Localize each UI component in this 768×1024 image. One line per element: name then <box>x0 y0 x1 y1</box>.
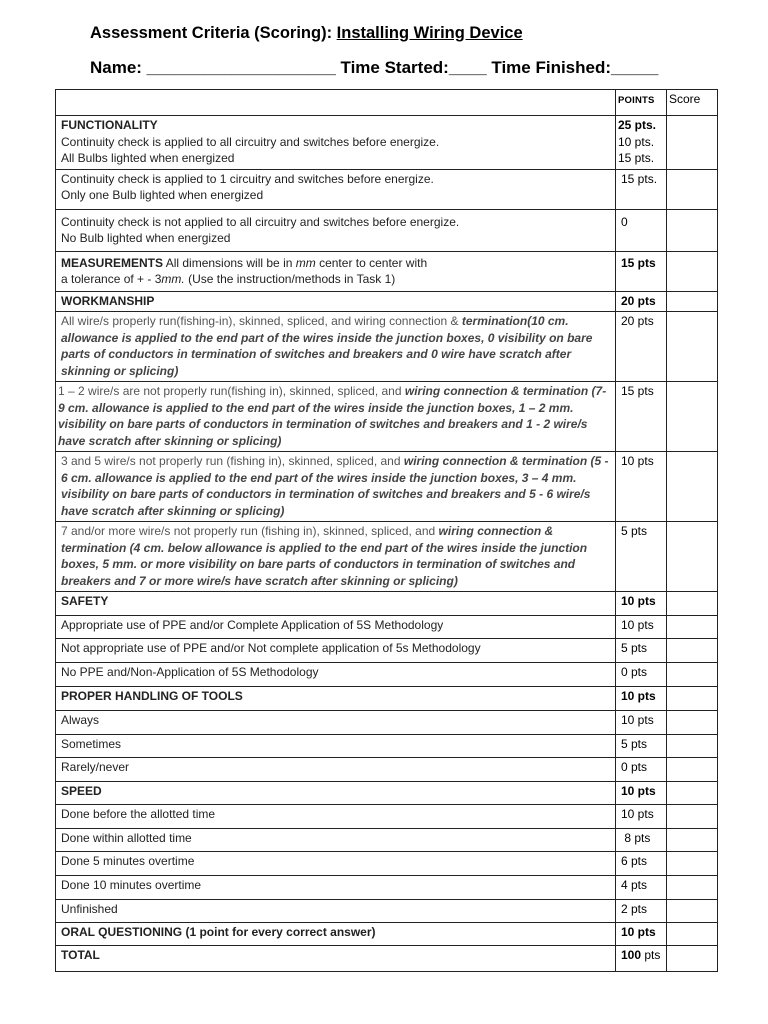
points-value: 15 pts <box>616 382 667 452</box>
table-header-row <box>56 90 718 116</box>
table-row <box>56 251 718 291</box>
score-cell[interactable] <box>667 312 718 382</box>
points-value: 10 pts <box>616 923 667 946</box>
criteria-line: Continuity check is not applied to all circuitry and switches before energize. <box>61 214 460 229</box>
points-value: 15 pts. <box>618 151 655 165</box>
score-cell[interactable] <box>667 663 718 687</box>
points-value: 2 pts <box>616 900 667 923</box>
table-row <box>56 169 718 209</box>
points-cell <box>616 169 667 209</box>
table-row <box>56 592 718 616</box>
score-column-header: Score <box>669 92 701 106</box>
section-heading: PROPER HANDLING OF TOOLS <box>56 687 616 711</box>
criteria-detail: wiring connection & termination (7-9 cm. allowance is applied to the end part of the wires inside the junction boxes, 1 – 2 mm. visibility on bare parts of conductors in termination of switches and breakers and 1 - 2 wire/s have scratch after skinning or splicing) <box>58 384 607 448</box>
criteria-text: Not appropriate use of PPE and/or Not complete application of 5s Methodology <box>56 639 616 663</box>
criteria-cell <box>56 452 616 522</box>
measurements-text: center to center with <box>315 255 428 270</box>
total-label: TOTAL <box>56 946 616 972</box>
score-cell[interactable] <box>667 592 718 616</box>
points-value: 10 pts <box>616 452 667 522</box>
table-row <box>56 663 718 687</box>
section-heading: SAFETY <box>56 592 616 616</box>
table-row <box>56 876 718 900</box>
criteria-cell <box>56 251 616 291</box>
score-cell[interactable] <box>667 687 718 711</box>
points-value: 6 pts <box>616 852 667 876</box>
measurements-unit: mm <box>295 255 316 270</box>
score-cell[interactable] <box>667 169 718 209</box>
total-row <box>56 946 718 972</box>
criteria-line: No Bulb lighted when energized <box>61 231 231 245</box>
score-cell[interactable] <box>667 829 718 852</box>
measurements-heading: MEASUREMENTS <box>61 255 164 270</box>
score-cell[interactable] <box>667 291 718 312</box>
score-cell[interactable] <box>667 735 718 758</box>
criteria-text: Unfinished <box>56 900 616 923</box>
criteria-text: Appropriate use of PPE and/or Complete Application of 5S Methodology <box>56 616 616 639</box>
points-value: 5 pts <box>616 735 667 758</box>
points-value: 0 pts <box>616 663 667 687</box>
points-value: 10 pts <box>616 711 667 735</box>
table-row <box>56 522 718 592</box>
section-heading: SPEED <box>56 782 616 805</box>
total-points-unit: pts <box>641 948 661 962</box>
score-cell[interactable] <box>667 452 718 522</box>
points-value: 10 pts. <box>618 134 655 149</box>
criteria-cell <box>56 382 616 452</box>
table-row <box>56 616 718 639</box>
points-value: 10 pts <box>616 782 667 805</box>
points-value: 15 pts <box>621 255 656 270</box>
score-cell[interactable] <box>667 758 718 782</box>
criteria-line: Continuity check is applied to 1 circuitry and switches before energize. <box>61 171 434 186</box>
section-heading: WORKMANSHIP <box>56 291 616 312</box>
criteria-text: All wire/s properly run(fishing-in), skinned, spliced, and wiring connection & <box>61 314 462 328</box>
total-points-cell <box>616 946 667 972</box>
table-row <box>56 687 718 711</box>
criteria-text: 3 and 5 wire/s not properly run (fishing in), skinned, spliced, and <box>61 454 404 468</box>
table-row <box>56 805 718 829</box>
score-cell[interactable] <box>667 209 718 251</box>
points-header-cell <box>616 90 667 116</box>
title-prefix: Assessment Criteria (Scoring): <box>90 24 337 42</box>
criteria-text: 1 – 2 wire/s are not properly run(fishing in), skinned, spliced, and <box>58 384 405 398</box>
criteria-line: Continuity check is applied to all circuitry and switches before energize. <box>61 134 440 149</box>
criteria-detail: wiring connection & termination (4 cm. below allowance is applied to the end part of the wires inside the junction boxes, 5 mm. or more visibility on bare parts of conductors in termination of switches and breakers and 7 or more wire/s have scratch after skinning or splicing) <box>61 524 588 588</box>
measurements-text: All dimensions will be in <box>163 255 296 270</box>
points-value: 10 pts <box>616 592 667 616</box>
measurements-text: (Use the instruction/methods in Task 1) <box>184 272 396 286</box>
table-row <box>56 209 718 251</box>
points-value: 20 pts <box>616 291 667 312</box>
score-header-cell <box>667 90 718 116</box>
scoring-table <box>55 89 718 972</box>
measurements-unit: mm. <box>161 272 185 286</box>
table-row <box>56 758 718 782</box>
points-cell <box>616 116 667 170</box>
criteria-cell <box>56 209 616 251</box>
criteria-text: Done before the allotted time <box>56 805 616 829</box>
criteria-text: No PPE and/Non-Application of 5S Methodology <box>56 663 616 687</box>
criteria-detail: termination(10 cm. allowance is applied to the end part of the wires inside the junction boxes, 0 visibility on bare parts of conductors in termination of switches and breakers and 0 wire have scratch after skinning or splicing) <box>61 314 593 378</box>
table-row <box>56 452 718 522</box>
points-value: 8 pts <box>616 829 667 852</box>
criteria-text: Done 5 minutes overtime <box>56 852 616 876</box>
score-cell[interactable] <box>667 711 718 735</box>
score-cell[interactable] <box>667 923 718 946</box>
score-cell[interactable] <box>667 900 718 923</box>
points-cell <box>616 209 667 251</box>
points-value: 5 pts <box>616 522 667 592</box>
score-cell[interactable] <box>667 876 718 900</box>
total-points-number: 100 <box>621 948 642 962</box>
points-value: 15 pts. <box>621 171 658 186</box>
score-cell[interactable] <box>667 852 718 876</box>
table-row <box>56 382 718 452</box>
score-cell[interactable] <box>667 639 718 663</box>
table-row <box>56 900 718 923</box>
name-time-line: Name: ____________________ Time Started:____ Time Finished:_____ <box>90 58 659 77</box>
points-value: 0 pts <box>616 758 667 782</box>
section-heading: FUNCTIONALITY <box>61 118 158 132</box>
table-row <box>56 639 718 663</box>
score-cell[interactable] <box>667 805 718 829</box>
criteria-text: Sometimes <box>56 735 616 758</box>
table-row <box>56 116 718 170</box>
points-value: 10 pts <box>616 687 667 711</box>
criteria-cell <box>56 169 616 209</box>
table-row <box>56 923 718 946</box>
table-row <box>56 829 718 852</box>
criteria-text: Done 10 minutes overtime <box>56 876 616 900</box>
score-cell[interactable] <box>667 116 718 170</box>
score-cell[interactable] <box>667 522 718 592</box>
table-row <box>56 852 718 876</box>
points-value: 20 pts <box>616 312 667 382</box>
table-row <box>56 735 718 758</box>
points-value: 5 pts <box>616 639 667 663</box>
table-row <box>56 782 718 805</box>
title-subject: Installing Wiring Device <box>336 24 523 42</box>
score-cell[interactable] <box>667 251 718 291</box>
criteria-detail: wiring connection & termination (5 - 6 cm. allowance is applied to the end part of the wires inside the junction boxes, 3 – 4 mm. visibility on bare parts of conductors in termination of switches and breakers and 5 - 6 wire/s have scratch after skinning or splicing) <box>61 454 609 518</box>
measurements-text: a tolerance of + - 3 <box>61 272 162 286</box>
section-heading: ORAL QUESTIONING (1 point for every correct answer) <box>56 923 616 946</box>
points-value: 4 pts <box>616 876 667 900</box>
criteria-cell <box>56 312 616 382</box>
table-row <box>56 711 718 735</box>
points-value: 0 <box>621 214 628 229</box>
criteria-cell <box>56 116 616 170</box>
points-cell <box>616 251 667 291</box>
criteria-cell <box>56 522 616 592</box>
criteria-header-cell <box>56 90 616 116</box>
points-column-header: POINTS <box>618 95 655 106</box>
points-value: 10 pts <box>616 616 667 639</box>
score-cell[interactable] <box>667 382 718 452</box>
points-value: 25 pts. <box>618 118 657 132</box>
criteria-text: Always <box>56 711 616 735</box>
total-score-cell[interactable] <box>667 946 718 972</box>
criteria-text: Done within allotted time <box>56 829 616 852</box>
table-row <box>56 291 718 312</box>
score-cell[interactable] <box>667 616 718 639</box>
criteria-text: 7 and/or more wire/s not properly run (fishing in), skinned, spliced, and <box>61 524 439 538</box>
criteria-text: Rarely/never <box>56 758 616 782</box>
criteria-line: Only one Bulb lighted when energized <box>61 188 264 202</box>
page-title <box>90 24 523 43</box>
table-row <box>56 312 718 382</box>
score-cell[interactable] <box>667 782 718 805</box>
criteria-line: All Bulbs lighted when energized <box>61 151 235 165</box>
points-value: 10 pts <box>616 805 667 829</box>
